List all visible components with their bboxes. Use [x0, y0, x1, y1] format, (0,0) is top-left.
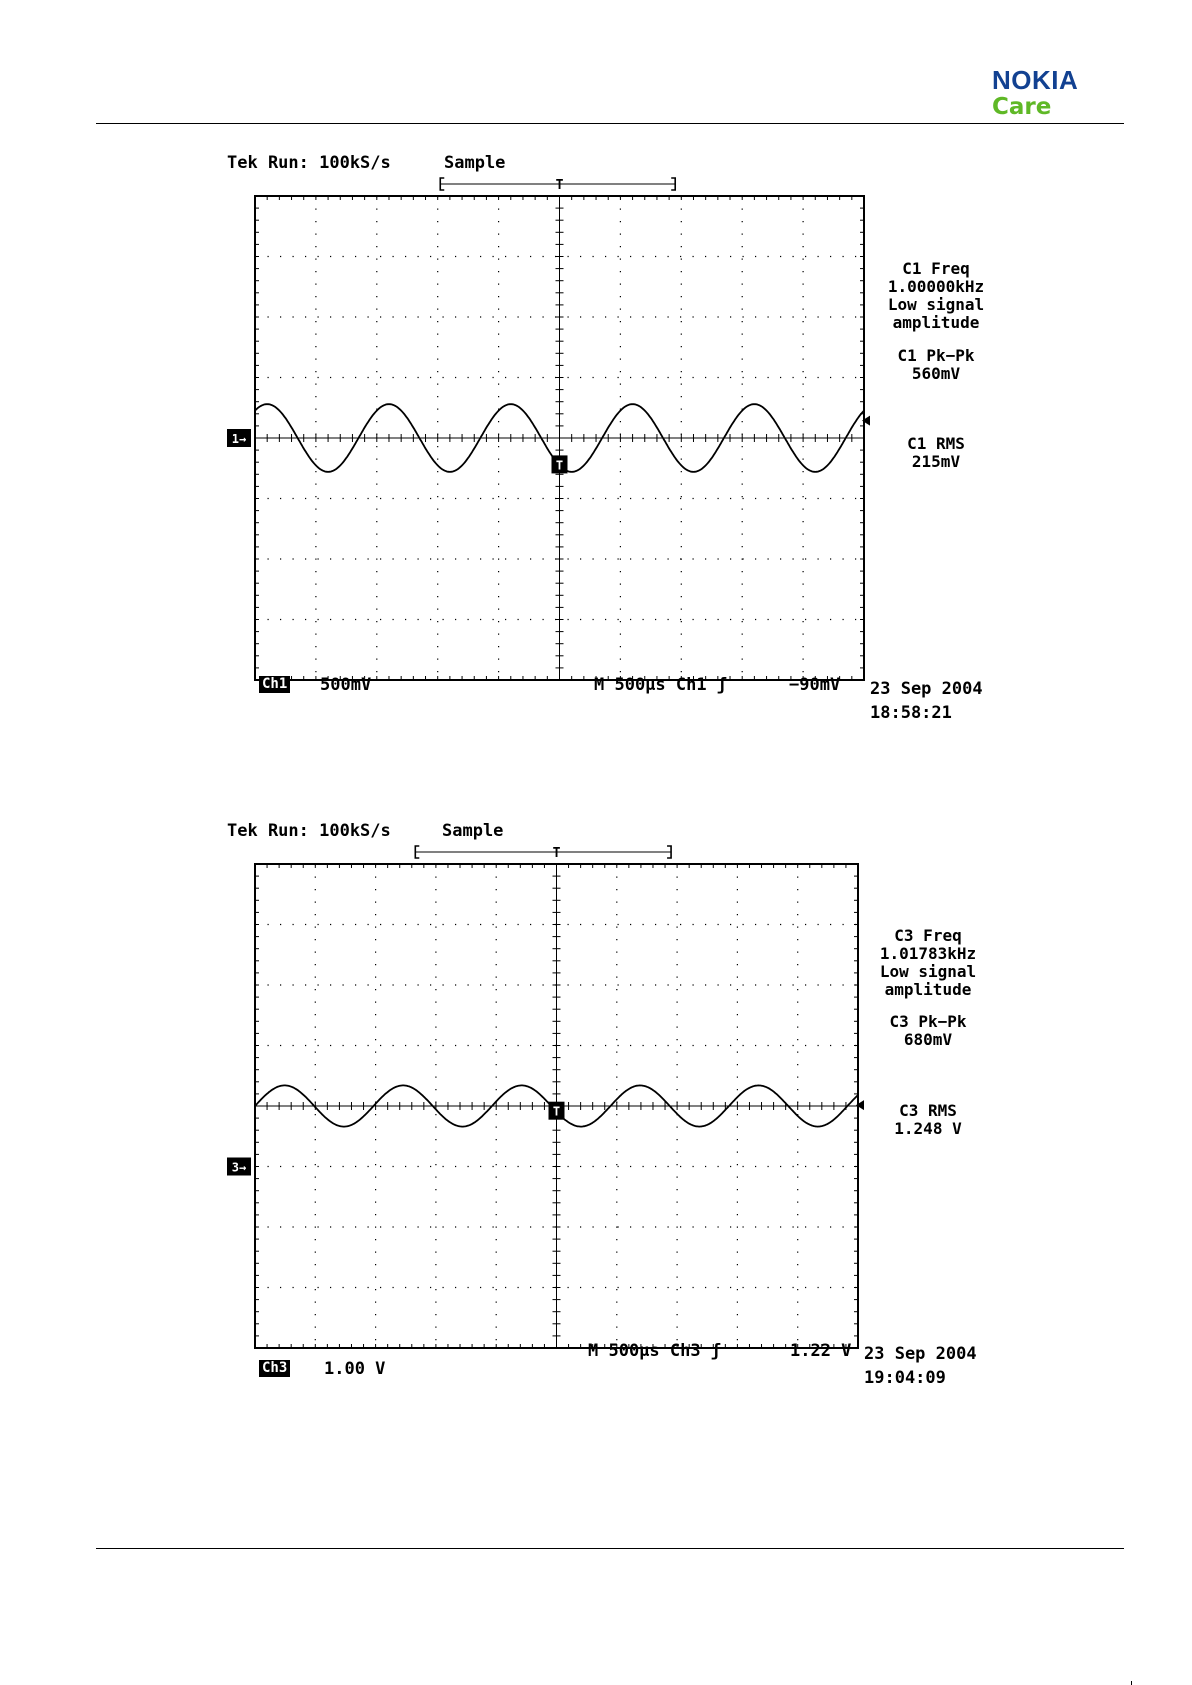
scope1-date: 23 Sep 2004 — [870, 679, 983, 699]
scope2-meas-rms — [860, 1102, 996, 1138]
scope1-meas-freq-label: C1 Freq — [902, 259, 970, 278]
header-rule — [96, 123, 1124, 124]
scope1-meas-freq-note2: amplitude — [892, 313, 980, 332]
scope2-record-trigger-marker: T — [552, 846, 561, 861]
scope2-meas-pkpk — [860, 1013, 996, 1049]
nokia-care-logo — [992, 66, 1124, 120]
scope2-trigger-position-label: T — [552, 1104, 561, 1119]
logo-brand: NOKIA — [992, 65, 1079, 95]
scope2-date: 23 Sep 2004 — [864, 1344, 977, 1364]
page-corner-mark — [1131, 1681, 1132, 1685]
scope1-ground-marker — [227, 429, 251, 447]
scope2-meas-rms-label: C3 RMS — [899, 1101, 957, 1120]
scope2-timebase: M 500µs Ch3 ʃ — [588, 1341, 722, 1361]
scope2-time: 19:04:09 — [864, 1368, 946, 1388]
scope2-meas-freq-note1: Low signal — [879, 962, 977, 981]
scope1-plot — [200, 170, 1000, 690]
scope2-mode: Sample — [442, 821, 504, 841]
scope1-meas-pkpk-label: C1 Pk−Pk — [897, 346, 975, 365]
scope1-meas-freq — [868, 260, 1004, 332]
footer-rule — [96, 1548, 1124, 1549]
scope1-meas-freq-note1: Low signal — [887, 295, 985, 314]
scope1-volts-div: 500mV — [320, 675, 372, 695]
scope2-status: Tek Run: 100kS/s — [227, 821, 391, 841]
scope1-timebase: M 500µs Ch1 ʃ — [594, 675, 728, 695]
scope1-status: Tek Run: 100kS/s — [227, 153, 391, 173]
scope2-channel-badge: Ch3 — [259, 1360, 290, 1377]
scope2-plot — [200, 838, 1000, 1361]
scope2-meas-pkpk-value: 680mV — [903, 1030, 953, 1049]
scope1-meas-pkpk-value: 560mV — [911, 364, 961, 383]
logo-sub: Care — [992, 94, 1052, 120]
scope2-meas-freq-label: C3 Freq — [894, 926, 962, 945]
scope1-channel-badge: Ch1 — [259, 676, 290, 693]
scope2-meas-freq-note2: amplitude — [884, 980, 972, 999]
scope2-ground-marker — [227, 1158, 251, 1176]
scope2-meas-freq — [860, 927, 996, 999]
scope2-meas-pkpk-label: C3 Pk−Pk — [889, 1012, 967, 1031]
scope1-trigger-level: −90mV — [789, 675, 841, 695]
scope1-trigger-position-label: T — [555, 458, 564, 473]
scope2-ground-marker-label: 3→ — [231, 1160, 247, 1175]
scope1-meas-pkpk — [868, 347, 1004, 383]
scope2-meas-rms-value: 1.248 V — [894, 1119, 962, 1138]
scope1-time: 18:58:21 — [870, 703, 952, 723]
scope1-meas-rms-label: C1 RMS — [907, 434, 965, 453]
scope2-volts-div: 1.00 V — [324, 1359, 386, 1379]
scope2-trigger-level: 1.22 V — [790, 1341, 852, 1361]
scope1-meas-rms — [868, 435, 1004, 471]
scope1-ground-marker-label: 1→ — [231, 432, 247, 446]
scope1-record-trigger-marker: T — [555, 178, 564, 193]
scope2-meas-freq-value: 1.01783kHz — [879, 944, 977, 963]
scope1-meas-freq-value: 1.00000kHz — [887, 277, 985, 296]
scope1-mode: Sample — [444, 153, 506, 173]
scope1-meas-rms-value: 215mV — [911, 452, 961, 471]
